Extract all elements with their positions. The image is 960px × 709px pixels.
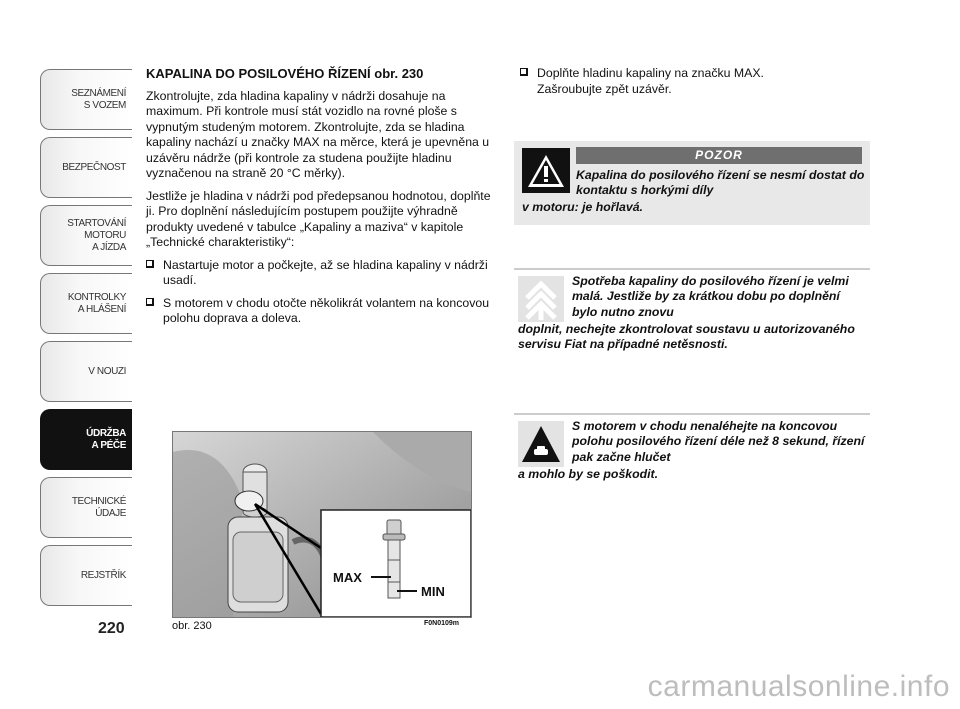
list-item-text: S motorem v chodu otočte několikrát volantem na koncovou polohu doprava a doleva. bbox=[163, 295, 490, 325]
tab-seznameni[interactable] bbox=[40, 69, 132, 130]
checkbox-bullet-icon bbox=[146, 298, 154, 306]
note-text-tail: doplnit, nechejte zkontrolovat soustavu u autorizovaného servisu Fiat na případné netěsnosti. bbox=[518, 322, 855, 352]
tab-label: V NOUZI bbox=[88, 365, 126, 377]
tab-kontrolky[interactable] bbox=[40, 273, 132, 334]
tab-udrzba[interactable] bbox=[40, 409, 132, 470]
right-column bbox=[520, 66, 870, 104]
paragraph-check: Zkontrolujte, zda hladina kapaliny v nádrži dosahuje na maximum. Při kontrole musí stát vozidlo na rovné ploše s vypnutým studeným motorem. Zkontrolujte, zda se hladina kapaliny nachází u značky MAX na měrce, která je upevněna u uzávěru nádrže (při kontrole za studena použijte hladinu vyznačenou na straně 20 °C měrky). bbox=[146, 88, 490, 180]
figure-code: F0N0109m bbox=[424, 620, 460, 627]
tab-label: KONTROLKY A HLÁŠENÍ bbox=[67, 291, 126, 315]
tab-label: STARTOVÁNÍ MOTORU A JÍZDA bbox=[67, 217, 126, 253]
warning-box bbox=[514, 141, 870, 225]
left-column bbox=[146, 66, 491, 334]
paragraph-refill: Jestliže je hladina v nádrži pod předepsanou hodnotou, doplňte ji. Pro doplnění následujícím postupem použijte výhradně produkty uvedené v tabulce „Kapaliny a maziva“ v kapitole „Technické charakteristiky“: bbox=[146, 188, 491, 249]
figure-caption: obr. 230 bbox=[172, 620, 212, 632]
chapter-tabs bbox=[40, 69, 132, 613]
max-label: MAX bbox=[333, 570, 362, 585]
min-label: MIN bbox=[421, 584, 445, 599]
list-item bbox=[520, 66, 870, 97]
tab-label: SEZNÁMENÍ S VOZEM bbox=[71, 87, 126, 111]
tree-icon bbox=[518, 276, 564, 322]
tab-v-nouzi[interactable] bbox=[40, 341, 132, 402]
warning-text-tail: v motoru: je hořlavá. bbox=[522, 200, 643, 214]
environment-note bbox=[514, 268, 870, 380]
note-text: Spotřeba kapaliny do posilového řízení je velmi malá. Jestliže by za krátkou dobu po doplnění bylo nutno znovu bbox=[572, 274, 849, 319]
tab-label: ÚDRŽBA A PÉČE bbox=[86, 427, 126, 451]
list-item bbox=[146, 258, 491, 289]
tab-technicke[interactable] bbox=[40, 477, 132, 538]
tab-startovani[interactable] bbox=[40, 205, 132, 266]
tab-label: TECHNICKÉ ÚDAJE bbox=[71, 495, 126, 519]
warning-title: POZOR bbox=[576, 147, 862, 164]
list-item-text-2: Zašroubujte zpět uzávěr. bbox=[537, 81, 672, 96]
warning-icon bbox=[522, 148, 570, 193]
engine-photo-figure bbox=[172, 431, 472, 618]
page-number: 220 bbox=[98, 620, 125, 637]
tab-label: BEZPEČNOST bbox=[62, 161, 126, 173]
tab-label: REJSTŘÍK bbox=[80, 569, 126, 581]
checkbox-bullet-icon bbox=[520, 68, 528, 76]
watermark: carmanualsonline.info bbox=[647, 670, 950, 703]
section-heading bbox=[146, 66, 491, 82]
note-text-tail: a mohlo by se poškodit. bbox=[518, 467, 659, 481]
heading-text: KAPALINA DO POSILOVÉHO ŘÍZENÍ bbox=[146, 66, 371, 81]
checkbox-bullet-icon bbox=[146, 260, 154, 268]
note-text: S motorem v chodu nenaléhejte na koncovou polohu posilového řízení déle než 8 sekund, řízení pak začne hlučet bbox=[572, 419, 865, 464]
reservoir-illustration bbox=[173, 432, 471, 617]
list-item-text: Doplňte hladinu kapaliny na značku MAX. bbox=[537, 66, 764, 80]
caution-note bbox=[514, 413, 870, 495]
heading-figure-ref: obr. 230 bbox=[374, 66, 424, 81]
caution-car-icon bbox=[518, 421, 564, 467]
tab-bezpecnost[interactable] bbox=[40, 137, 132, 198]
warning-text: Kapalina do posilového řízení se nesmí dostat do kontaktu s horkými díly bbox=[576, 168, 865, 197]
list-item bbox=[146, 296, 491, 327]
list-item-text: Nastartuje motor a počkejte, až se hladina kapaliny v nádrži usadí. bbox=[163, 257, 488, 287]
tab-rejstrik[interactable] bbox=[40, 545, 132, 606]
